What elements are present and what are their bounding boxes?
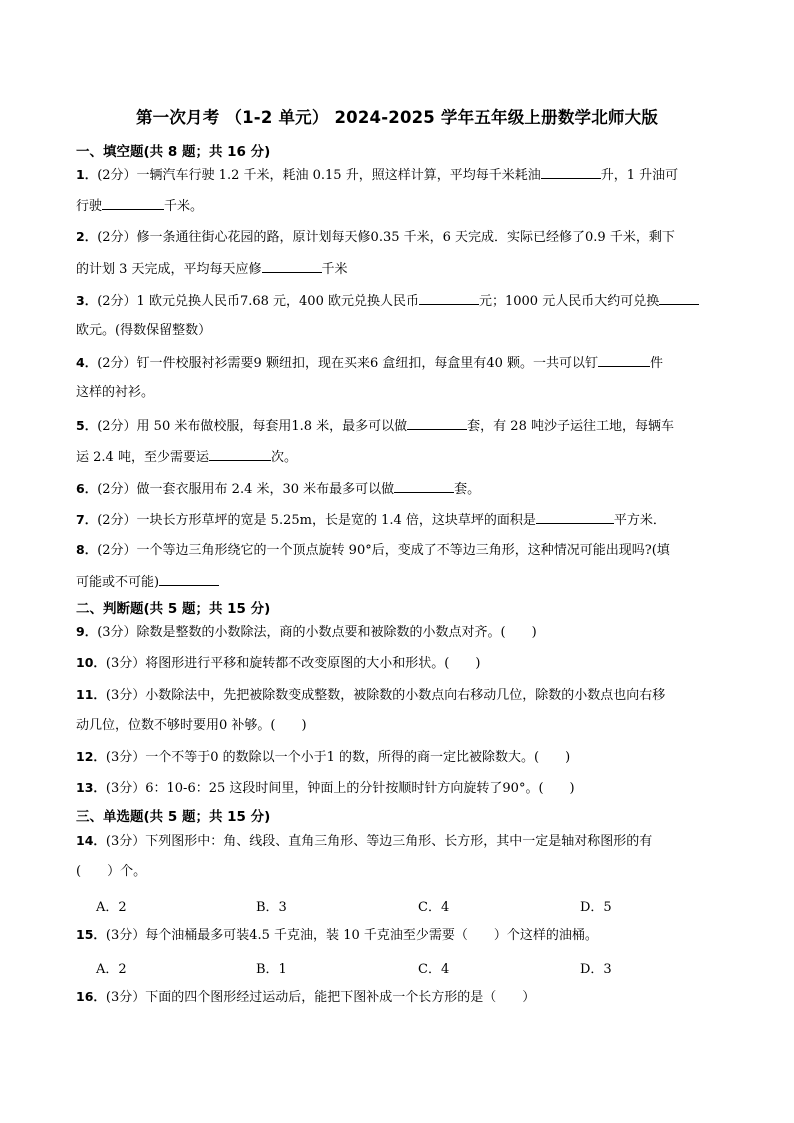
question-3-cont: 欧元。(得数保留整数）	[76, 323, 212, 338]
question-number: 3．	[76, 293, 98, 308]
question-number: 16．	[76, 989, 106, 1004]
question-15: 15．(3分）每个油桶最多可装4.5 千克油，装 10 千克油至少需要（ ）个这样的油桶。	[76, 927, 598, 943]
question-number: 8．	[76, 542, 98, 557]
question-5: 5．(2分）用 50 米布做校服，每套用1.8 米，最多可以做 套，有 28 吨沙子运往工地，每辆车	[76, 418, 674, 434]
answer-blank[interactable]	[541, 165, 601, 179]
question-16: 16．(3分）下面的四个图形经过运动后，能把下图补成一个长方形的是（ ）	[76, 989, 536, 1005]
answer-blank[interactable]	[159, 572, 219, 586]
question-2-cont: 的计划 3 天完成，平均每天应修 千米	[76, 259, 348, 279]
q14-option-b[interactable]: B．3	[256, 900, 287, 915]
question-14: 14．(3分）下列图形中：角、线段、直角三角形、等边三角形、长方形，其中一定是轴对称图形的有	[76, 833, 653, 849]
question-number: 7．	[76, 512, 98, 527]
question-number: 5．	[76, 418, 98, 433]
answer-blank[interactable]	[102, 196, 164, 210]
question-10: 10．(3分）将图形进行平移和旋转都不改变原图的大小和形状。( )	[76, 655, 481, 671]
question-14-cont: ( ）个。	[76, 864, 147, 879]
answer-blank[interactable]	[262, 259, 322, 273]
answer-blank[interactable]	[419, 291, 479, 305]
question-9: 9．(3分）除数是整数的小数除法，商的小数点要和被除数的小数点对齐。( )	[76, 624, 537, 640]
answer-blank[interactable]	[659, 291, 699, 305]
question-number: 13．	[76, 780, 106, 795]
question-number: 4．	[76, 355, 98, 370]
question-13: 13．(3分）6：10-6：25 这段时间里，钟面上的分针按顺时针方向旋转了90°。( )	[76, 780, 575, 796]
question-number: 14．	[76, 833, 106, 848]
page-title: 第一次月考 （1-2 单元） 2024-2025 学年五年级上册数学北师大版	[135, 108, 659, 127]
question-6: 6．(2分）做一套衣服用布 2.4 米，30 米布最多可以做 套。	[76, 481, 481, 497]
question-11-cont: 动几位，位数不够时要用0 补够。( )	[76, 718, 307, 733]
section-heading-single-choice: 三、单选题(共 5 题；共 15 分)	[76, 809, 271, 825]
question-number: 10．	[76, 655, 106, 670]
question-11: 11．(3分）小数除法中，先把被除数变成整数，被除数的小数点向右移动几位，除数的小数点也向右移	[76, 687, 666, 703]
question-4: 4．(2分）钉一件校服衬衫需要9 颗纽扣，现在买来6 盒纽扣，每盒里有40 颗。一共可以钉 件	[76, 355, 664, 371]
q15-option-b[interactable]: B．1	[256, 962, 287, 977]
q14-option-d[interactable]: D．5	[580, 900, 612, 915]
answer-blank[interactable]	[407, 416, 467, 430]
q15-option-a[interactable]: A．2	[96, 962, 127, 977]
question-number: 15．	[76, 927, 106, 942]
question-1: 1．(2分）一辆汽车行驶 1.2 千米，耗油 0.15 升，照这样计算，平均每千米耗油 升，1 升油可	[76, 167, 679, 183]
q15-option-c[interactable]: C．4	[418, 962, 450, 977]
question-number: 6．	[76, 481, 98, 496]
q14-option-a[interactable]: A．2	[96, 900, 127, 915]
question-2: 2．(2分）修一条通往街心花园的路，原计划每天修0.35 千米，6 天完成．实际已经修了0.9 千米，剩下	[76, 229, 675, 245]
question-8: 8．(2分）一个等边三角形绕它的一个顶点旋转 90°后，变成了不等边三角形，这种情况可能出现吗?(填	[76, 542, 670, 558]
question-number: 12．	[76, 749, 106, 764]
answer-blank[interactable]	[394, 479, 454, 493]
q15-option-d[interactable]: D．3	[580, 962, 612, 977]
question-number: 2．	[76, 229, 98, 244]
question-8-cont: 可能或不可能)	[76, 572, 219, 592]
answer-blank[interactable]	[536, 510, 614, 524]
question-1-cont: 行驶 千米。	[76, 196, 203, 216]
question-7: 7．(2分）一块长方形草坪的宽是 5.25m，长是宽的 1.4 倍，这块草坪的面积是 平方米．	[76, 512, 666, 528]
question-number: 11．	[76, 687, 106, 702]
answer-blank[interactable]	[209, 447, 271, 461]
answer-blank[interactable]	[598, 353, 650, 367]
question-3: 3．(2分）1 欧元兑换人民币7.68 元，400 欧元兑换人民币 元；1000 元人民币大约可兑换	[76, 291, 699, 311]
question-4-cont: 这样的衬衫。	[76, 385, 155, 400]
question-5-cont: 运 2.4 吨，至少需要运 次。	[76, 447, 297, 467]
question-12: 12．(3分）一个不等于0 的数除以一个小于1 的数，所得的商一定比被除数大。( )	[76, 749, 571, 765]
section-heading-true-false: 二、判断题(共 5 题；共 15 分)	[76, 601, 271, 617]
section-heading-fill-blank: 一、填空题(共 8 题；共 16 分)	[76, 144, 271, 160]
question-number: 9．	[76, 624, 98, 639]
q14-option-c[interactable]: C．4	[418, 900, 450, 915]
question-number: 1．	[76, 167, 98, 182]
